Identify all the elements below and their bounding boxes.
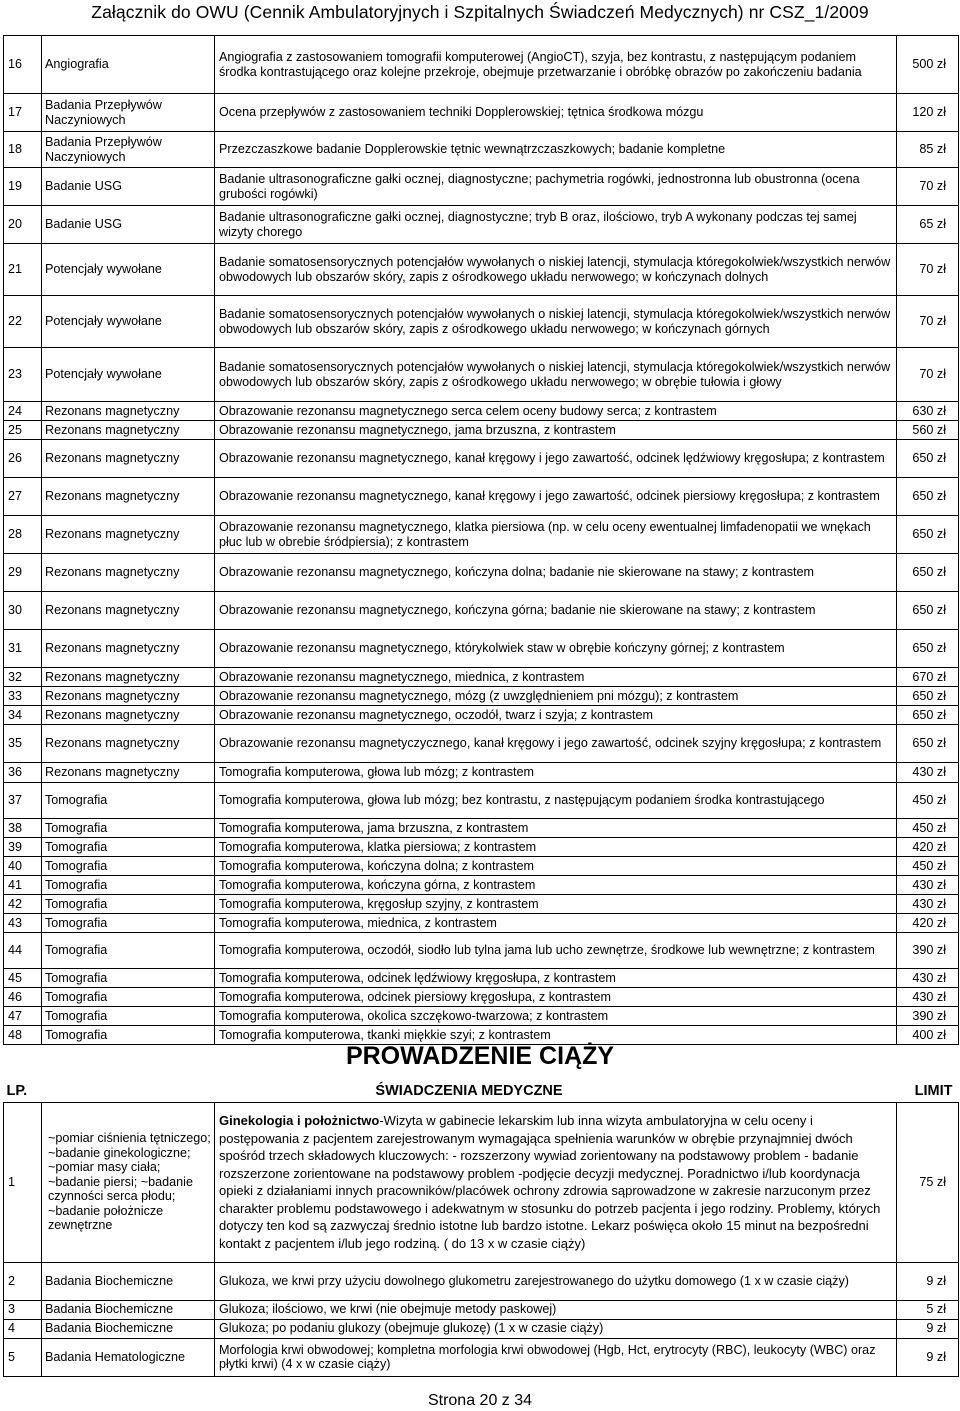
table-row [4, 402, 959, 421]
price-table [3, 35, 959, 1045]
row-category: Rezonans magnetyczny [42, 592, 215, 630]
table-row [4, 36, 959, 94]
table-row [4, 132, 959, 168]
row-number: 27 [4, 478, 42, 516]
row-price: 5 zł [897, 1300, 959, 1319]
row-description: Tomografia komputerowa, odcinek piersiowy kręgosłupa, z kontrastem [215, 988, 897, 1007]
table-row [4, 1319, 959, 1338]
row-number: 22 [4, 296, 42, 348]
table-row [4, 94, 959, 132]
row-category: Tomografia [42, 857, 215, 876]
row-description [215, 1102, 897, 1262]
table-row [4, 988, 959, 1007]
row-description: Obrazowanie rezonansu magnetycznego, mózg (z uwzględnieniem pni mózgu); z kontrastem [215, 687, 897, 706]
row-category: Tomografia [42, 1007, 215, 1026]
row-number: 16 [4, 36, 42, 94]
row-description: Angiografia z zastosowaniem tomografii komputerowej (AngioCT), szyja, bez kontrastu, z następującym podaniem środka kontrastującego oraz kolejne przekroje, obejmuje przetwarzanie i obróbkę obrazów po zakończeniu badania [215, 36, 897, 94]
row-number: 30 [4, 592, 42, 630]
row-number: 34 [4, 706, 42, 725]
row-description: Badanie somatosensorycznych potencjałów wywołanych o niskiej latencji, stymulacja któregokolwiek/wszystkich nerwów obwodowych lub obszarów skóry, zapis z ośrodkowego układu nerwowego; w kończynach górnych [215, 296, 897, 348]
row-number: 17 [4, 94, 42, 132]
row-description: Obrazowanie rezonansu magnetycznego, kończyna dolna; badanie nie skierowane na stawy; z kontrastem [215, 554, 897, 592]
row-category: Rezonans magnetyczny [42, 440, 215, 478]
row-price: 430 zł [897, 895, 959, 914]
row-number: 44 [4, 933, 42, 969]
row-number: 33 [4, 687, 42, 706]
row-description: Obrazowanie rezonansu magnetycznego serca celem oceny budowy serca; z kontrastem [215, 402, 897, 421]
table-row [4, 478, 959, 516]
row-category: Rezonans magnetyczny [42, 687, 215, 706]
row-number: 47 [4, 1007, 42, 1026]
row-number: 32 [4, 668, 42, 687]
row-description: Obrazowanie rezonansu magnetycznego, jama brzuszna, z kontrastem [215, 421, 897, 440]
row-description: Tomografia komputerowa, kończyna górna, z kontrastem [215, 876, 897, 895]
row-category: Tomografia [42, 1026, 215, 1045]
row-price: 430 zł [897, 969, 959, 988]
row-description: Morfologia krwi obwodowej; kompletna morfologia krwi obwodowej (Hgb, Hct, erytrocyty (RBC), leukocyty (WBC) oraz płytki krwi) (4 x w czasie ciąży) [215, 1338, 897, 1376]
row-description: Obrazowanie rezonansu magnetycznego, oczodół, twarz i szyja; z kontrastem [215, 706, 897, 725]
row-price: 75 zł [897, 1102, 959, 1262]
row-category: Tomografia [42, 783, 215, 819]
row-price: 430 zł [897, 876, 959, 895]
row-description: Przezczaszkowe badanie Dopplerowskie tętnic wewnątrzczaszkowych; badanie kompletne [215, 132, 897, 168]
row-price: 85 zł [897, 132, 959, 168]
col-lp-header: LP. [6, 1082, 28, 1099]
row-number: 38 [4, 819, 42, 838]
row-category: Rezonans magnetyczny [42, 478, 215, 516]
row-description-heading: Ginekologia i położnictwo [219, 1113, 380, 1128]
row-category: Rezonans magnetyczny [42, 421, 215, 440]
row-price: 650 zł [897, 592, 959, 630]
row-price: 390 zł [897, 933, 959, 969]
row-price: 650 zł [897, 725, 959, 763]
row-price: 9 zł [897, 1338, 959, 1376]
row-category: Potencjały wywołane [42, 244, 215, 296]
table-row [4, 969, 959, 988]
row-number: 19 [4, 168, 42, 206]
row-category: Rezonans magnetyczny [42, 725, 215, 763]
row-category: Rezonans magnetyczny [42, 402, 215, 421]
row-price: 630 zł [897, 402, 959, 421]
row-number: 2 [4, 1262, 42, 1300]
row-price: 70 zł [897, 168, 959, 206]
row-price: 70 zł [897, 348, 959, 402]
row-number: 4 [4, 1319, 42, 1338]
row-number: 36 [4, 763, 42, 783]
row-category: Tomografia [42, 914, 215, 933]
row-number: 46 [4, 988, 42, 1007]
table-row [4, 687, 959, 706]
table-row [4, 819, 959, 838]
table-row [4, 592, 959, 630]
row-price: 500 zł [897, 36, 959, 94]
row-category: Tomografia [42, 895, 215, 914]
row-price: 650 zł [897, 630, 959, 668]
row-price: 670 zł [897, 668, 959, 687]
table-row [4, 244, 959, 296]
row-description: Tomografia komputerowa, okolica szczękowo-twarzowa; z kontrastem [215, 1007, 897, 1026]
page-header: Załącznik do OWU (Cennik Ambulatoryjnych i Szpitalnych Świadczeń Medycznych) nr CSZ_1/2009 [91, 2, 869, 22]
row-price: 450 zł [897, 819, 959, 838]
row-description: Obrazowanie rezonansu magnetycznego, kończyna górna; badanie nie skierowane na stawy; z kontrastem [215, 592, 897, 630]
row-price: 450 zł [897, 783, 959, 819]
table-row [4, 421, 959, 440]
row-description: Badanie somatosensorycznych potencjałów wywołanych o niskiej latencji, stymulacja któregokolwiek/wszystkich nerwów obwodowych lub obszarów skóry, zapis z ośrodkowego układu nerwowego; w obrębie tułowia i głowy [215, 348, 897, 402]
table-row [4, 876, 959, 895]
table-row [4, 706, 959, 725]
table-row [4, 725, 959, 763]
row-description: Badanie somatosensorycznych potencjałów wywołanych o niskiej latencji, stymulacja któregokolwiek/wszystkich nerwów obwodowych lub obszarów skóry, zapis z ośrodkowego układu nerwowego; w kończynach dolnych [215, 244, 897, 296]
table-row [4, 914, 959, 933]
row-category: Rezonans magnetyczny [42, 554, 215, 592]
row-description: Obrazowanie rezonansu magnetycznego, kanał kręgowy i jego zawartość, odcinek lędźwiowy kręgosłupa; z kontrastem [215, 440, 897, 478]
row-description: Badanie ultrasonograficzne gałki ocznej, diagnostyczne; tryb B oraz, ilościowo, tryb A wykonany podczas tej samej wizyty chorego [215, 206, 897, 244]
row-price: 390 zł [897, 1007, 959, 1026]
col-services-header: ŚWIADCZENIA MEDYCZNE [375, 1082, 563, 1099]
table-row [4, 668, 959, 687]
row-price: 430 zł [897, 988, 959, 1007]
row-category: Tomografia [42, 876, 215, 895]
page-number: Strona 20 z 34 [427, 1392, 533, 1409]
row-category: Rezonans magnetyczny [42, 763, 215, 783]
row-number: 48 [4, 1026, 42, 1045]
table-row [4, 838, 959, 857]
row-category: Badania Przepływów Naczyniowych [42, 132, 215, 168]
row-number: 43 [4, 914, 42, 933]
row-description: Tomografia komputerowa, jama brzuszna, z kontrastem [215, 819, 897, 838]
row-number: 23 [4, 348, 42, 402]
row-price: 450 zł [897, 857, 959, 876]
table-row [4, 933, 959, 969]
row-number: 24 [4, 402, 42, 421]
row-description: Glukoza, we krwi przy użyciu dowolnego glukometru zarejestrowanego do użytku domowego (1 x w czasie ciąży) [215, 1262, 897, 1300]
row-category: Potencjały wywołane [42, 296, 215, 348]
row-number: 42 [4, 895, 42, 914]
row-price: 560 zł [897, 421, 959, 440]
row-number: 21 [4, 244, 42, 296]
table-row [4, 857, 959, 876]
row-description: Tomografia komputerowa, miednica, z kontrastem [215, 914, 897, 933]
row-description: Obrazowanie rezonansu magnetycznego, miednica, z kontrastem [215, 668, 897, 687]
row-number: 25 [4, 421, 42, 440]
row-category: Tomografia [42, 838, 215, 857]
row-category: Tomografia [42, 988, 215, 1007]
table-row [4, 763, 959, 783]
row-category: Badania Hematologiczne [42, 1338, 215, 1376]
row-category: Rezonans magnetyczny [42, 516, 215, 554]
table-row [4, 1300, 959, 1319]
row-category: Rezonans magnetyczny [42, 706, 215, 725]
row-price: 9 zł [897, 1319, 959, 1338]
row-price: 650 zł [897, 478, 959, 516]
table-row [4, 1007, 959, 1026]
row-description: Obrazowanie rezonansu magnetycznego, kanał kręgowy i jego zawartość, odcinek piersiowy kręgosłupa; z kontrastem [215, 478, 897, 516]
row-price: 65 zł [897, 206, 959, 244]
row-price: 650 zł [897, 440, 959, 478]
table-row [4, 168, 959, 206]
row-price: 650 zł [897, 687, 959, 706]
row-category: Badania Biochemiczne [42, 1319, 215, 1338]
row-number: 40 [4, 857, 42, 876]
row-category: Badania Przepływów Naczyniowych [42, 94, 215, 132]
row-price: 420 zł [897, 914, 959, 933]
row-number: 39 [4, 838, 42, 857]
row-description: Tomografia komputerowa, kończyna dolna; z kontrastem [215, 857, 897, 876]
row-number: 35 [4, 725, 42, 763]
section-title: PROWADZENIE CIĄŻY [345, 1042, 615, 1070]
row-category: Badanie USG [42, 206, 215, 244]
row-price: 70 zł [897, 244, 959, 296]
table-row [4, 895, 959, 914]
table-row [4, 1338, 959, 1376]
row-price: 650 zł [897, 706, 959, 725]
table-row [4, 516, 959, 554]
row-category: Badania Biochemiczne [42, 1262, 215, 1300]
row-category: Tomografia [42, 819, 215, 838]
row-number: 28 [4, 516, 42, 554]
row-description: Glukoza; ilościowo, we krwi (nie obejmuje metody paskowej) [215, 1300, 897, 1319]
row-number: 20 [4, 206, 42, 244]
row-description: Badanie ultrasonograficzne gałki ocznej, diagnostyczne; pachymetria rogówki, jednostronna lub obustronna (ocena grubości rogówki) [215, 168, 897, 206]
row-description: Ocena przepływów z zastosowaniem techniki Dopplerowskiej; tętnica środkowa mózgu [215, 94, 897, 132]
row-category: Rezonans magnetyczny [42, 630, 215, 668]
row-number: 45 [4, 969, 42, 988]
row-category: Tomografia [42, 933, 215, 969]
col-limit-header: LIMIT [914, 1082, 953, 1099]
row-number: 3 [4, 1300, 42, 1319]
row-description: Tomografia komputerowa, tkanki miękkie szyi; z kontrastem [215, 1026, 897, 1045]
row-description: Tomografia komputerowa, kręgosłup szyjny, z kontrastem [215, 895, 897, 914]
row-price: 650 zł [897, 516, 959, 554]
row-description: Glukoza; po podaniu glukozy (obejmuje glukozę) (1 x w czasie ciąży) [215, 1319, 897, 1338]
row-description: Tomografia komputerowa, głowa lub mózg; bez kontrastu, z następującym podaniem środka kontrastującego [215, 783, 897, 819]
row-number: 1 [4, 1102, 42, 1262]
row-price: 430 zł [897, 763, 959, 783]
table-row [4, 630, 959, 668]
row-category: Potencjały wywołane [42, 348, 215, 402]
row-description: Obrazowanie rezonansu magnetyczycznego, kanał kręgowy i jego zawartość, odcinek szyjny kręgosłupa; z kontrastem [215, 725, 897, 763]
row-category: Badanie USG [42, 168, 215, 206]
row-description: Obrazowanie rezonansu magnetycznego, klatka piersiowa (np. w celu oceny ewentualnej limfadenopatii we wnękach płuc lub w obrebie śródpiersia); z kontrastem [215, 516, 897, 554]
table-row [4, 1102, 959, 1262]
row-number: 18 [4, 132, 42, 168]
table-row [4, 348, 959, 402]
row-description: Tomografia komputerowa, klatka piersiowa; z kontrastem [215, 838, 897, 857]
table-row [4, 296, 959, 348]
row-price: 70 zł [897, 296, 959, 348]
row-price: 650 zł [897, 554, 959, 592]
row-description-text: -Wizyta w gabinecie lekarskim lub inna wizyta ambulatoryjna w celu oceny i postępowania z pacjentem zarejestrowanym wymagająca spełnienia warunków w obrębie przynajmniej dwóch spośród trzech składowych kluczowych: - rozszerzony wywiad zorientowany na podstawowy problem - badanie rozszerzone zorientowane na podstawowy problem -podjęcie decyzji medycznej. Poradnictwo i/lub koordynacja opieki z działaniami innych pracowników/placówek ochrony zdrowia sąprowadzone w zakresie narzuconym przez charakter problemu podstawowego i adekwatnym w stosunku do potrzeb pacjenta i jego rodziny. Problemy, których dotyczy ten kod są zazwyczaj średnio istotne lub bardzo istotne. Lekarz poświęca około 15 minut na bezpośredni kontakt z pacjentem i/lub jego rodziną. ( do 13 x w czasie ciąży) [219, 1113, 881, 1251]
row-number: 31 [4, 630, 42, 668]
row-description: Tomografia komputerowa, oczodół, siodło lub tylna jama lub ucho zewnętrze, środkowe lub wewnętrzne; z kontrastem [215, 933, 897, 969]
table-row [4, 554, 959, 592]
pregnancy-table [3, 1080, 959, 1377]
row-category: ~pomiar ciśnienia tętniczego; ~badanie ginekologiczne; ~pomiar masy ciała; ~badanie piersi; ~badanie czynności serca płodu; ~badanie położnicze zewnętrzne [42, 1102, 215, 1262]
row-number: 29 [4, 554, 42, 592]
row-price: 400 zł [897, 1026, 959, 1045]
row-number: 41 [4, 876, 42, 895]
row-number: 5 [4, 1338, 42, 1376]
row-description: Obrazowanie rezonansu magnetycznego, którykolwiek staw w obrębie kończyny górnej; z kontrastem [215, 630, 897, 668]
table-row [4, 440, 959, 478]
table-row [4, 783, 959, 819]
row-category: Rezonans magnetyczny [42, 668, 215, 687]
table-row [4, 206, 959, 244]
row-number: 26 [4, 440, 42, 478]
row-category: Angiografia [42, 36, 215, 94]
row-description: Tomografia komputerowa, odcinek lędźwiowy kręgosłupa, z kontrastem [215, 969, 897, 988]
row-description: Tomografia komputerowa, głowa lub mózg; z kontrastem [215, 763, 897, 783]
row-category: Badania Biochemiczne [42, 1300, 215, 1319]
row-price: 9 zł [897, 1262, 959, 1300]
row-price: 420 zł [897, 838, 959, 857]
row-number: 37 [4, 783, 42, 819]
table-row [4, 1262, 959, 1300]
row-category: Tomografia [42, 969, 215, 988]
row-price: 120 zł [897, 94, 959, 132]
